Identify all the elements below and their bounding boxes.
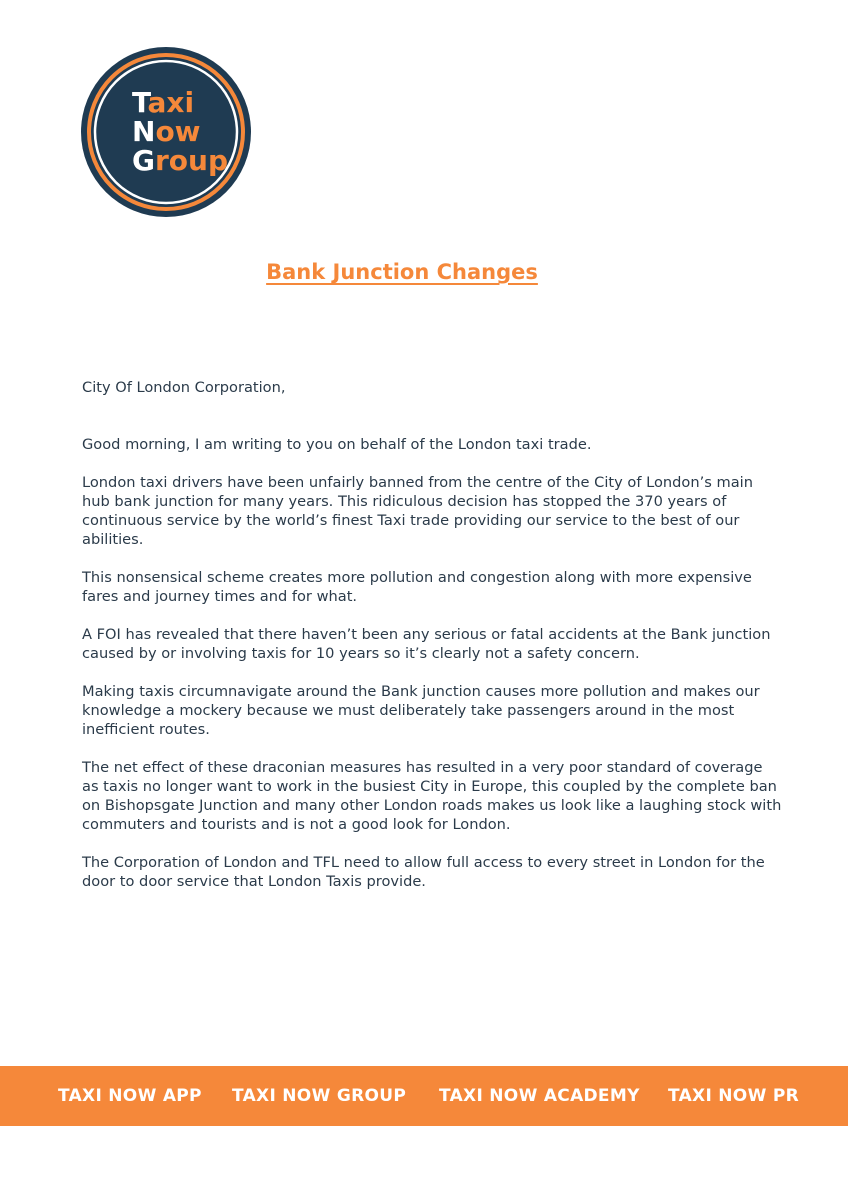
salutation: City Of London Corporation,	[82, 379, 286, 396]
paragraph: The net effect of these draconian measures has resulted in a very poor standard of coverage as taxis no longer want to work in the busiest City in Europe, this coupled by the complete ban on Bishopsgate Junction and many other London roads makes us look like a laughing stock with commuters and tourists and is not a good look for London.	[82, 759, 782, 833]
document-title: Bank Junction Changes	[266, 260, 538, 284]
paragraph: A FOI has revealed that there haven’t been any serious or fatal accidents at the Bank junction caused by or involving taxis for 10 years so it’s clearly not a safety concern.	[82, 626, 771, 662]
footer-bar	[0, 1066, 848, 1126]
paragraph: This nonsensical scheme creates more pollution and congestion along with more expensive fares and journey times and for what.	[82, 569, 752, 605]
svg-text:Taxi: Taxi	[132, 86, 195, 119]
footer-link-taxi-now-academy[interactable]: TAXI NOW ACADEMY	[439, 1086, 640, 1106]
paragraph: London taxi drivers have been unfairly banned from the centre of the City of London’s main hub bank junction for many years. This ridiculous decision has stopped the 370 years of continuous service by the world’s finest Taxi trade providing our service to the best of our abilities.	[82, 474, 753, 548]
footer-link-taxi-now-app[interactable]: TAXI NOW APP	[58, 1086, 202, 1106]
taxi-now-group-logo	[80, 46, 252, 218]
letter-body	[82, 378, 782, 910]
paragraph: Making taxis circumnavigate around the Bank junction causes more pollution and makes our knowledge a mockery because we must deliberately take passengers around in the most inefficient routes.	[82, 683, 760, 738]
svg-text:Now: Now	[132, 115, 201, 148]
paragraph: Good morning, I am writing to you on behalf of the London taxi trade.	[82, 436, 592, 453]
footer-link-taxi-now-group[interactable]: TAXI NOW GROUP	[232, 1086, 407, 1106]
paragraph: The Corporation of London and TFL need to allow full access to every street in London for the door to door service that London Taxis provide.	[82, 854, 765, 890]
svg-text:Group: Group	[132, 144, 229, 177]
footer-link-taxi-now-pr[interactable]: TAXI NOW PR	[668, 1086, 799, 1106]
